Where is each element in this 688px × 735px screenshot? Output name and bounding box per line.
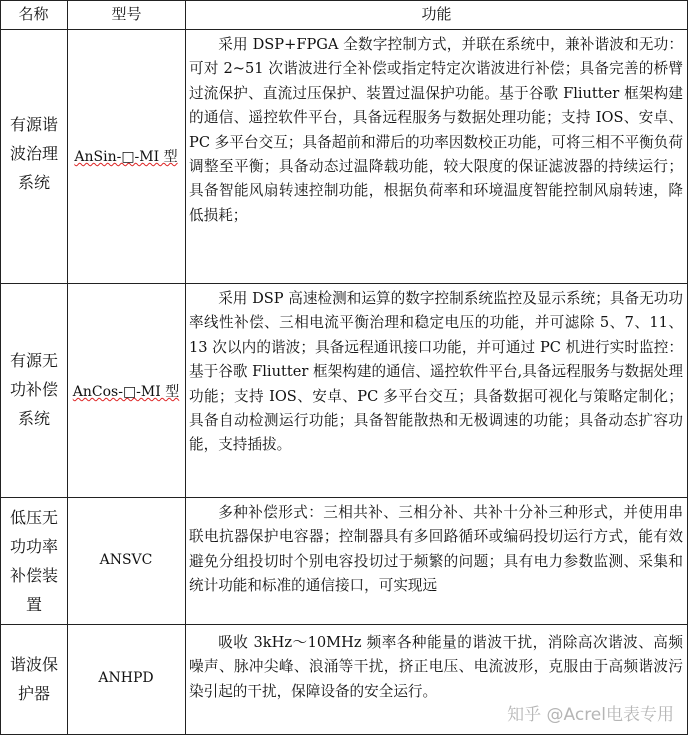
row-1-model-text: AnSin-□-MI 型 (74, 149, 178, 165)
header-model: 型号 (111, 5, 142, 23)
row-4-function-text: 吸收 3kHz～10MHz 频率各种能量的谐波干扰，消除高次谐波、高频噪声、脉冲尖峰、浪涌等干扰，挤正电压、电流波形，克服由于高频谐波污染引起的干扰，保障设备的安全运行。 (189, 634, 683, 700)
row-4-model: ANHPD (98, 670, 154, 686)
header-divider (0, 29, 688, 30)
row-2-name (2, 346, 66, 433)
row-4-name (2, 650, 66, 708)
row-divider-2 (0, 497, 688, 498)
row-3-name-line: 补偿装 (9, 566, 58, 585)
header-name: 名称 (18, 5, 49, 23)
row-3-name-line: 功功率 (9, 537, 58, 556)
col-divider-2 (185, 0, 186, 735)
row-2-function (189, 287, 683, 496)
row-1-name-line: 系统 (17, 173, 50, 192)
row-2-name-line: 系统 (17, 409, 50, 428)
row-2-name-line: 有源无 (9, 351, 58, 370)
watermark: 知乎 @Acrel电表专用 (507, 705, 674, 725)
row-1-name-line: 波治理 (9, 144, 58, 163)
row-3-function (189, 501, 683, 623)
row-2-function-text: 采用 DSP 高速检测和运算的数字控制系统监控及显示系统；具备无功功率线性补偿、三相电流平衡治理和稳定电压的功能，并可滤除 5、7、11、13 次以内的谐波；具备远程通讯接口功能，并可通过 PC 机进行实时监控：基于谷歌 Fliutter 框架构建的通信、遥控软件平台,具备远程服务与数据处理功能；支持 IOS、安卓、PC 多平台交互；具备数据可视化与策略定制化；具备自动检测运行功能；具备智能散热和无极调速的功能；具备动态扩容功能，支持插拔。 (189, 290, 683, 454)
row-2-model (68, 381, 184, 401)
row-4-name-line: 谐波保 (9, 655, 58, 674)
row-3-model: ANSVC (99, 552, 153, 568)
row-3-name-line: 低压无 (9, 508, 58, 527)
row-1-name (2, 110, 66, 197)
table-border-left (0, 0, 1, 735)
row-2-model-text: AnCos-□-MI 型 (72, 384, 180, 400)
row-divider-3 (0, 624, 688, 625)
row-2-name-line: 功补偿 (9, 380, 58, 399)
row-1-name-line: 有源谐 (9, 115, 58, 134)
row-1-function-text: 采用 DSP+FPGA 全数字控制方式，并联在系统中，兼补谐波和无功：可对 2~51 次谐波进行全补偿或指定特定次谐波进行补偿；具备完善的桥臂过流保护、直流过压保护、装置过温保护功能。基于谷歌 Fliutter 框架构建的通信、遥控软件平台，具备远程服务与数据处理功能；支持 IOS、安卓、PC 多平台交互；具备超前和滞后的功率因数校正功能，可将三相不平衡负荷调整至平衡；具备动态过温降载功能，较大限度的保证滤波器的持续运行；具备智能风扇转速控制功能，根据负荷率和环境温度智能控制风扇转速，降低损耗； (189, 36, 683, 224)
row-divider-1 (0, 283, 688, 284)
row-1-model (68, 146, 184, 166)
col-divider-1 (67, 0, 68, 735)
row-1-function (189, 33, 683, 282)
row-3-name (2, 503, 66, 619)
row-3-function-text: 多种补偿形式：三相共补、三相分补、共补十分补三种形式，并使用串联电抗器保护电容器；控制器具有多回路循环或编码投切运行方式，能有效避免分组投切时个别电容投切过于频繁的问题；具有电力参数监测、采集和统计功能和标准的通信接口，可实现远 (189, 504, 683, 595)
row-3-name-line: 置 (25, 595, 42, 614)
row-4-name-line: 护器 (17, 684, 50, 703)
header-function: 功能 (421, 5, 452, 23)
